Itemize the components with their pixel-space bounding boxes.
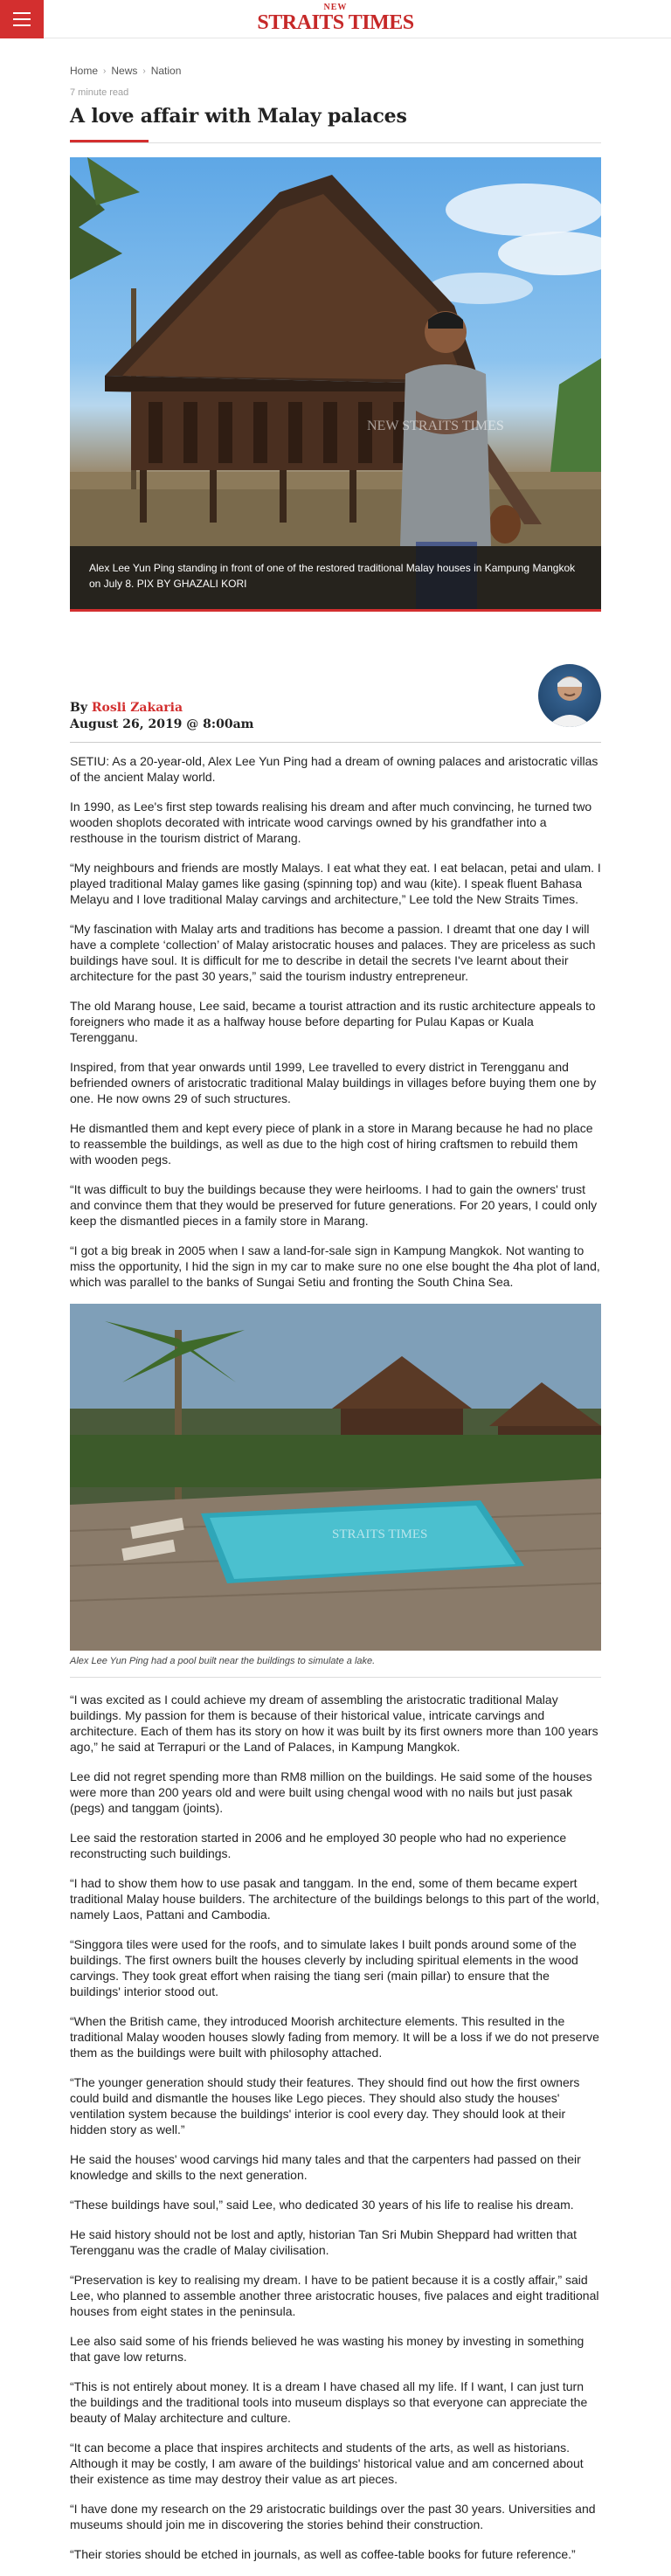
pool-photo-caption: Alex Lee Yun Ping had a pool built near the buildings to simulate a lake. xyxy=(70,1656,601,1678)
article-paragraph: “It can become a place that inspires architects and students of the arts, as well as historians. Although it may be costly, I am aware of the buildings' historical value and am concerned about their existence as time may destroy their value as art pieces. xyxy=(70,2441,584,2486)
hero-caption: Alex Lee Yun Ping standing in front of one of the restored traditional Malay houses in Kampung Mangkok on July 8. PIX BY GHAZALI KORI xyxy=(70,546,601,609)
breadcrumb-separator-icon: › xyxy=(103,66,107,76)
article-paragraph: In 1990, as Lee's first step towards realising his dream and after much convincing, he turned two wooden shoplots decorated with intricate wood carvings owned by his grandfather into a resthouse in the tourism district of Marang. xyxy=(70,800,592,845)
breadcrumb-separator-icon: › xyxy=(142,66,146,76)
article-paragraph: “When the British came, they introduced Moorish architecture elements. This resulted in the traditional Malay wooden houses slowly fading from memory. It will be a loss if we do not preserve them as the buildings were built with philosophy attached. xyxy=(70,2014,599,2060)
read-time: 7 minute read xyxy=(70,87,129,98)
pool-watermark: STRAITS TIMES xyxy=(332,1527,428,1541)
publish-date: August 26, 2019 @ 8:00am xyxy=(70,717,254,731)
article-paragraph: “I have done my research on the 29 aristocratic buildings over the past 30 years. Universities and museums should join me in discovering the stories behind their construction. xyxy=(70,2502,596,2531)
article-paragraph: Lee said the restoration started in 2006 and he employed 30 people who had no experience reconstructing such buildings. xyxy=(70,1831,567,1860)
pool-photo xyxy=(70,1304,601,1651)
hamburger-menu-icon[interactable] xyxy=(0,0,44,38)
article-paragraph: Lee also said some of his friends believed he was wasting his money by investing in something that gave low returns. xyxy=(70,2334,585,2364)
breadcrumb-nation-link[interactable]: Nation xyxy=(150,65,182,77)
article-paragraph: He said the houses' wood carvings hid many tales and that the carpenters had passed on their knowledge and skills to the next generation. xyxy=(70,2152,581,2182)
article-paragraph: “I got a big break in 2005 when I saw a land-for-sale sign in Kampung Mangkok. Not wanting to miss the opportunity, I hid the sign in my car to make sure no one else bought the 4ha plot of land, which was parallel to the banks of Sungai Setiu and fronting the South China Sea. xyxy=(70,1243,600,1289)
article-paragraph: SETIU: As a 20-year-old, Alex Lee Yun Ping had a dream of owning palaces and aristocratic villas of the ancient Malay world. xyxy=(70,754,598,784)
hero-photo xyxy=(70,157,601,609)
author-avatar[interactable] xyxy=(538,664,601,727)
byline-text xyxy=(70,700,253,733)
hero-illustration xyxy=(70,157,601,609)
article-paragraph: “This is not entirely about money. It is a dream I have chased all my life. If I want, I can just turn the buildings and the traditional tools into museum displays so that everyone can appreciate the beauty of Malay architecture and culture. xyxy=(70,2379,588,2425)
author-avatar-illustration xyxy=(538,664,601,727)
article-paragraph: “I was excited as I could achieve my dream of assembling the aristocratic traditional Malay buildings. My passion for them is because of their historical value, intricate carvings and architecture. Each of them has its story on how it was built by its first owners more than 100 years ago,” he said at Terrapuri or the Land of Palaces, in Kampung Mangkok. xyxy=(70,1693,598,1754)
site-header xyxy=(0,0,671,38)
article-paragraph: “My neighbours and friends are mostly Malays. I eat what they eat. I eat belacan, petai and ulam. I played traditional Malay games like gasing (spinning top) and wau (kite). I speak fluent Bahasa Melayu and I love traditional Malay carvings and architecture,” Lee told the New Straits Times. xyxy=(70,861,601,906)
article-paragraph: “The younger generation should study their features. They should find out how the first owners could build and dismantle the houses like Lego pieces. They should also study the houses' ventilation system because the buildings' interior is cool every day. They should look at their hidden story as well.” xyxy=(70,2075,580,2136)
byline-by: By xyxy=(70,701,87,715)
article-paragraph: The old Marang house, Lee said, became a tourist attraction and its rustic architecture appeals to foreigners who made it as a halfway house before departing for Pulau Kapas or Kuala Terengganu. xyxy=(70,999,596,1044)
article-paragraph: “Preservation is key to realising my dream. I have to be patient because it is a costly affair,” said Lee, who planned to assemble another three aristocratic houses, five palaces and eight traditional houses from eight states in the peninsula. xyxy=(70,2273,599,2318)
article-paragraph: Inspired, from that year onwards until 1999, Lee travelled to every district in Terengganu and befriended owners of aristocratic traditional Malay buildings in villages before buying them one by one. He now owns 29 of such structures. xyxy=(70,1060,597,1105)
article-paragraph: “It was difficult to buy the buildings because they were heirlooms. I had to gain the owners' trust and convince them that they would be preserved for future generations. For 20 years, I could only keep the dismantled pieces in a family store in Marang. xyxy=(70,1182,598,1228)
site-logo[interactable] xyxy=(257,3,413,33)
article-paragraph: “Their stories should be etched in journals, as well as coffee-table books for future reference.” xyxy=(70,2547,576,2561)
article-paragraph: He said history should not be lost and aptly, historian Tan Sri Mubin Sheppard had written that Terengganu was the cradle of Malay civilisation. xyxy=(70,2227,578,2257)
author-link[interactable]: Rosli Zakaria xyxy=(91,701,183,715)
hero-bottom-accent xyxy=(70,609,601,612)
article-body xyxy=(70,753,601,2562)
article-paragraph: “I had to show them how to use pasak and tanggam. In the end, some of them became expert traditional Malay house builders. The architecture of the buildings belongs to this part of the world, namely Laos, Pattani and Cambodia. xyxy=(70,1876,599,1922)
article-paragraph: “Singgora tiles were used for the roofs, and to simulate lakes I built ponds around some of the buildings. The first owners built the houses cleverly by including spiritual elements in the wood carvings. They took great effort when raising the tiang seri (main pillar) to ensure that the buildings' interior stood out. xyxy=(70,1937,578,1998)
breadcrumb-home-link[interactable]: Home xyxy=(70,65,99,77)
article-paragraph: “My fascination with Malay arts and traditions has become a passion. I dreamt that one day I will have a complete ‘collection’ of Malay aristocratic houses and palaces. They are priceless as such buildings have soul. It is difficult for me to describe in detail the secrets I've learnt about their architecture for the past 30 years,” said the tourism industry entrepreneur. xyxy=(70,922,596,983)
breadcrumb-news-link[interactable]: News xyxy=(111,65,138,77)
article-paragraph: “These buildings have soul,” said Lee, who dedicated 30 years of his life to realise his dream. xyxy=(70,2198,574,2212)
headline-divider xyxy=(70,140,601,143)
article-container xyxy=(70,38,601,2562)
byline xyxy=(70,664,601,743)
pool-illustration xyxy=(70,1304,601,1651)
article-paragraph: Lee did not regret spending more than RM8 million on the buildings. He said some of the houses were more than 200 years old and were built using chengal wood with no nails but just pasak (pegs) and tanggam (joints). xyxy=(70,1769,592,1815)
article-paragraph: He dismantled them and kept every piece of plank in a store in Marang because he had no place to reassemble the buildings, as well as due to the high cost of hiring craftsmen to rebuild them with wooden pegs. xyxy=(70,1121,593,1167)
logo-line-2: STRAITS TIMES xyxy=(257,11,414,34)
hero-watermark: NEW STRAITS TIMES xyxy=(367,419,504,433)
logo-line-1: NEW xyxy=(323,3,348,12)
article-headline: A love affair with Malay palaces xyxy=(70,105,407,128)
breadcrumb xyxy=(70,65,601,77)
